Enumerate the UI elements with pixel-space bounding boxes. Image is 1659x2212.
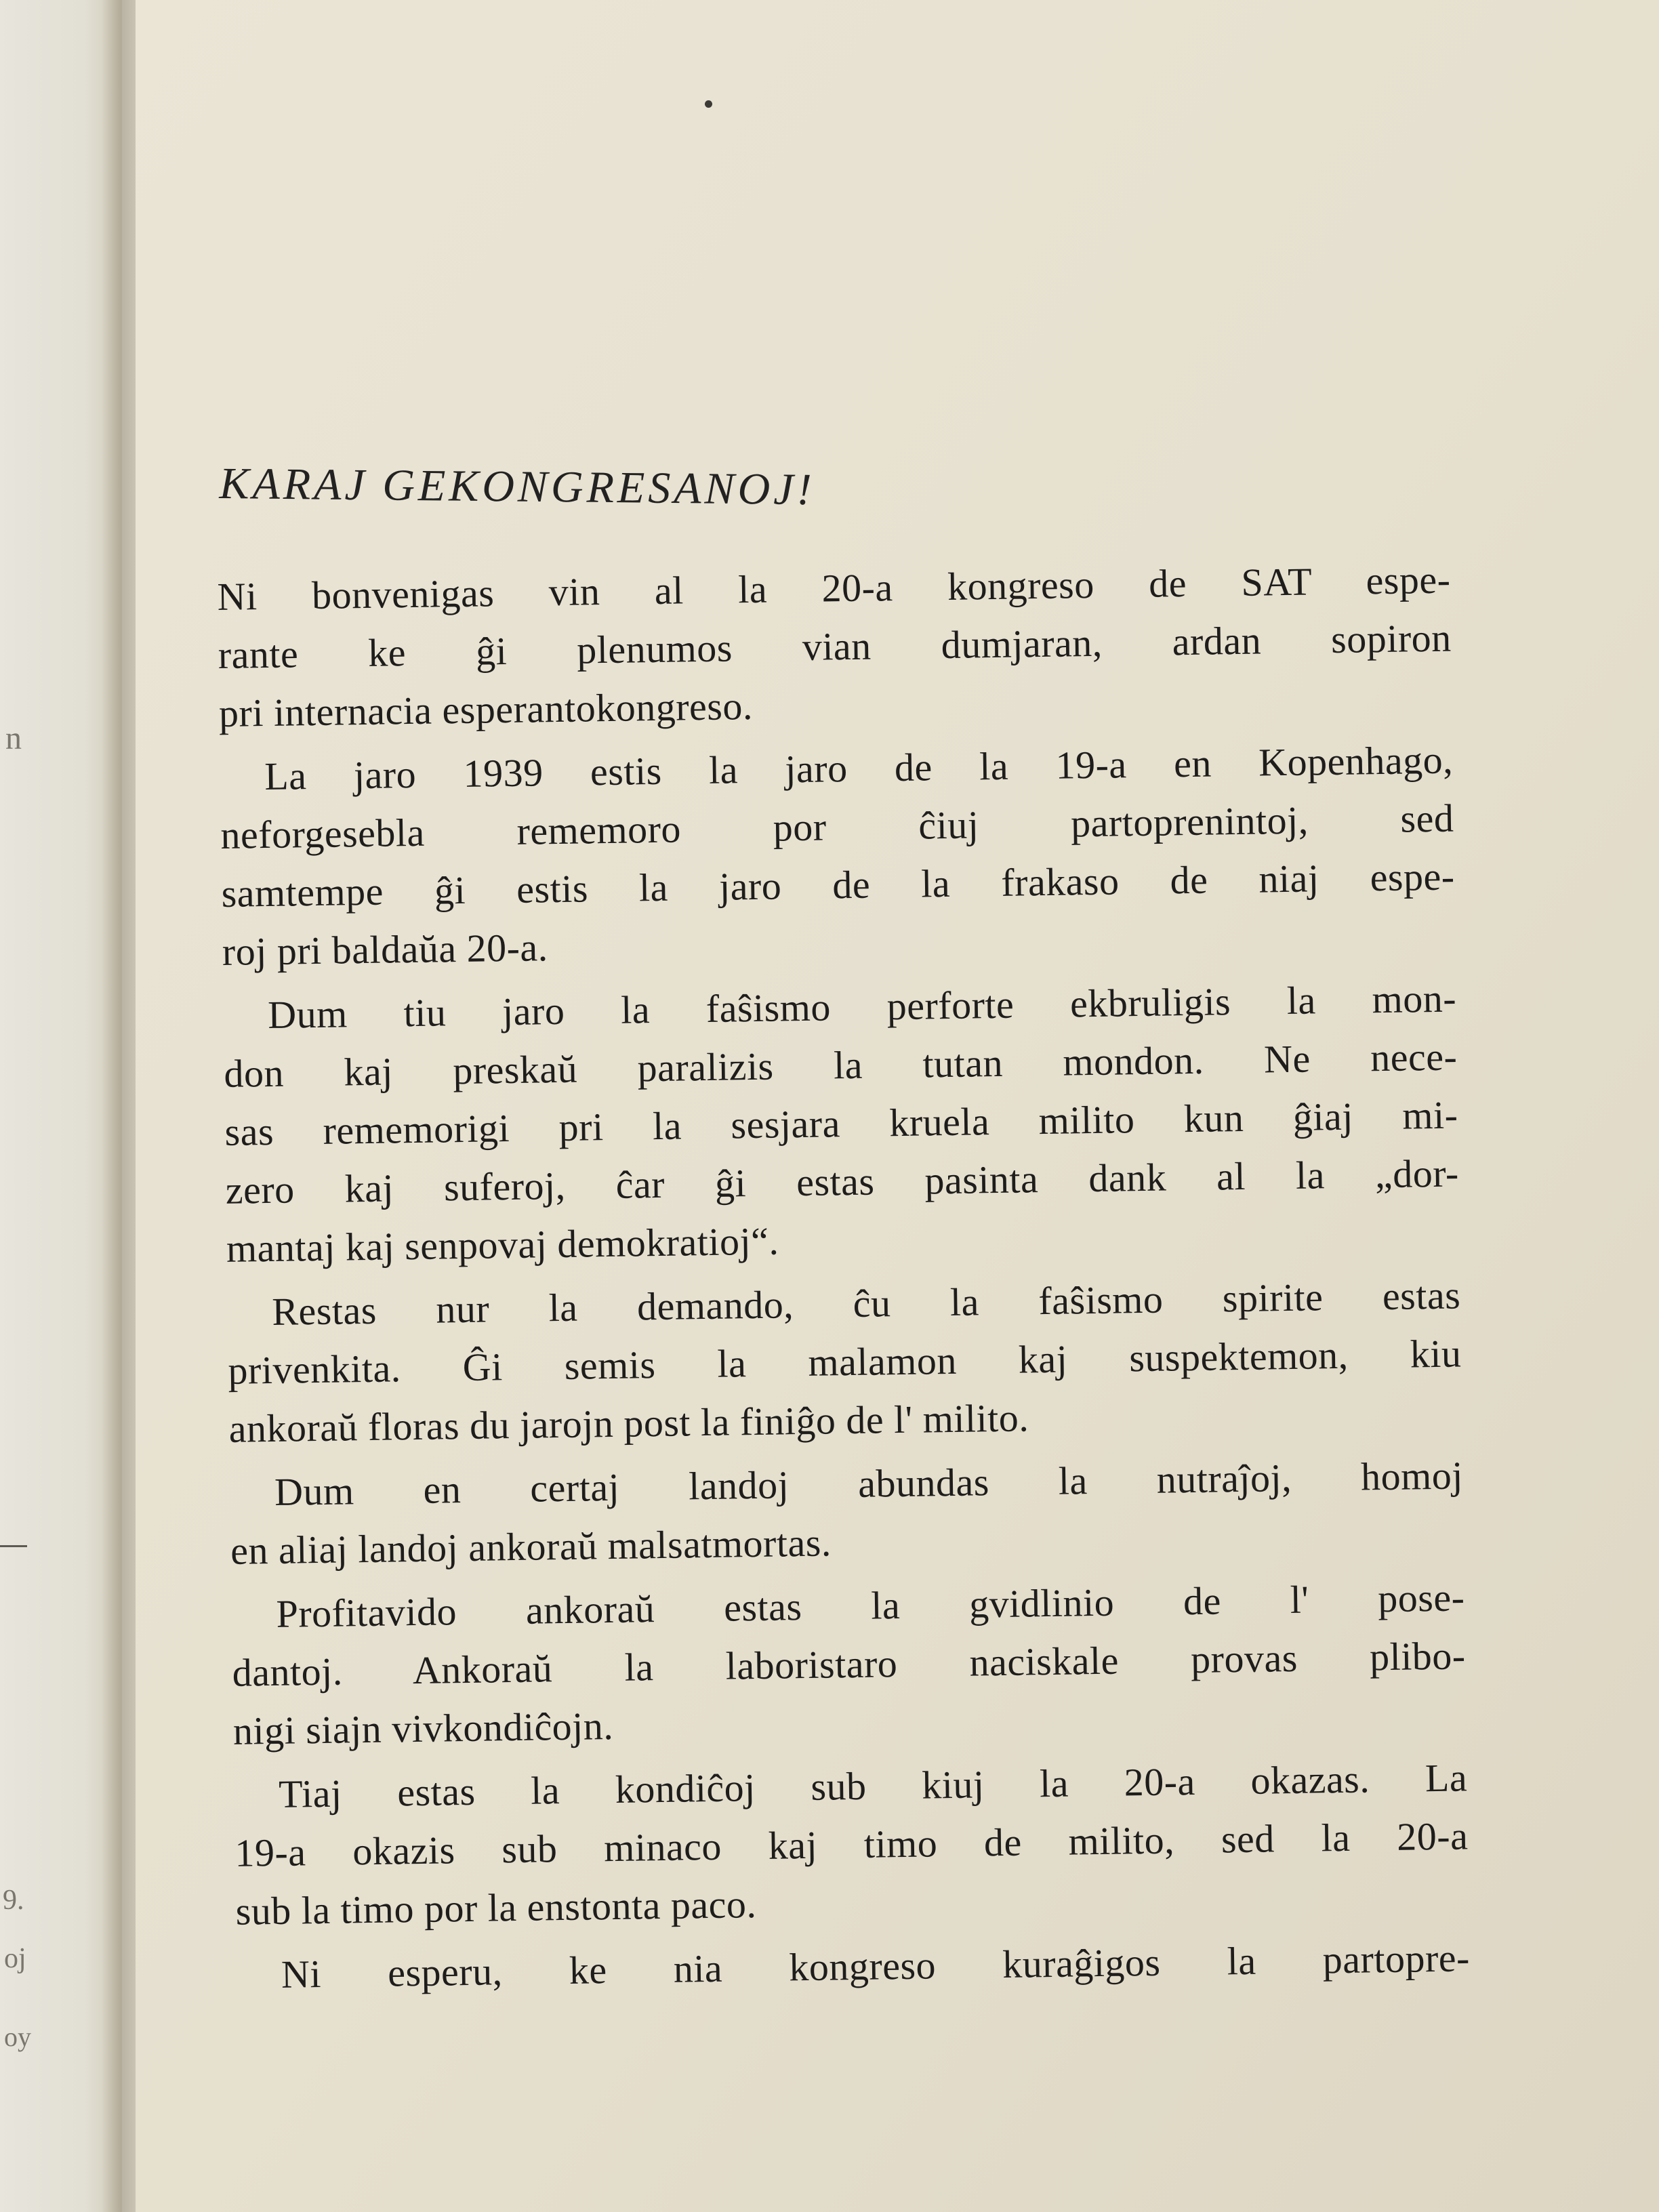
text-line: roj pri baldaŭa 20-a.: [222, 925, 549, 974]
page-title: KARAJ GEKONGRESANOJ!: [219, 458, 815, 515]
bleed-through-char: oj: [4, 1943, 26, 1974]
text-line: pri internacia esperantokongreso.: [218, 683, 754, 735]
text-line: don kaj preskaŭ paralizis la tutan mondon. Ne nece-: [223, 1034, 1458, 1096]
text-line: Ni bonvenigas vin al la 20-a kongreso de SAT espe-: [217, 557, 1451, 619]
text-line: zero kaj suferoj, ĉar ĝi estas pasinta dank al la „dor-: [225, 1151, 1460, 1212]
bleed-through-dash: [0, 1545, 27, 1547]
print-speck: [705, 100, 712, 108]
text-line: Dum en certaj landoj abundas la nutraĵoj, homoj: [274, 1453, 1464, 1514]
text-line: sub la timo por la enstonta paco.: [235, 1882, 757, 1933]
bleed-through-char: n: [5, 720, 22, 756]
body-text: [217, 551, 1470, 2005]
text-line: neforgesebla rememoro por ĉiuj partoprenintoj, sed: [220, 796, 1454, 857]
text-line: samtempe ĝi estis la jaro de la frakaso de niaj espe-: [221, 854, 1455, 916]
bleed-through-char: oy: [4, 2022, 31, 2052]
text-line: ankoraŭ floras du jarojn post la finiĝo de l' milito.: [228, 1395, 1029, 1451]
text-line: La jaro 1939 estis la jaro de la 19-a en Kopenhago,: [264, 737, 1454, 799]
text-line: Ni esperu, ke nia kongreso kuraĝigos la partopre-: [281, 1936, 1471, 1996]
text-line: en aliaj landoj ankoraŭ malsatmortas.: [230, 1520, 832, 1573]
text-line: Tiaj estas la kondiĉoj sub kiuj la 20-a okazas. La: [278, 1755, 1468, 1816]
text-line: mantaj kaj senpovaj demokratioj“.: [226, 1218, 779, 1271]
text-line: 19-a okazis sub minaco kaj timo de milito, sed la 20-a: [234, 1814, 1469, 1875]
bleed-through-char: 9.: [3, 1885, 24, 1916]
text-line: Restas nur la demando, ĉu la faŝismo spirite estas: [271, 1273, 1461, 1334]
text-line: privenkita. Ĝi semis la malamon kaj suspektemon, kiu: [228, 1331, 1462, 1393]
text-line: Profitavido ankoraŭ estas la gvidlinio de l' pose-: [276, 1575, 1465, 1636]
text-line: sas rememorigi pri la sesjara kruela milito kun ĝiaj mi-: [224, 1092, 1458, 1154]
book-page: [136, 0, 1659, 2212]
text-line: rante ke ĝi plenumos vian dumjaran, ardan sopiron: [218, 615, 1452, 677]
text-line: Dum tiu jaro la faŝismo perforte ekbruligis la mon-: [267, 976, 1457, 1038]
text-line: dantoj. Ankoraŭ la laboristaro naciskale provas plibo-: [232, 1633, 1467, 1695]
text-line: nigi siajn vivkondiĉojn.: [232, 1703, 614, 1753]
